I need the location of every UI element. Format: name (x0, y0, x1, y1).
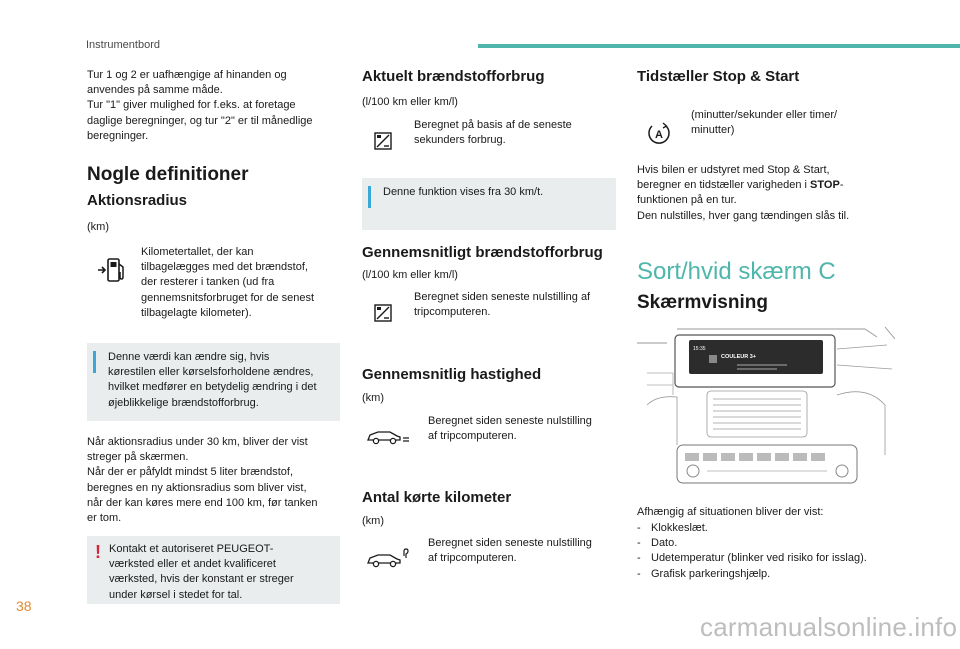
text-line: Kontakt et autoriseret PEUGEOT- (109, 543, 274, 555)
text-line: værksted, hvis der konstant er streger (109, 573, 294, 586)
text-line: Beregnet siden seneste nulstilling af (414, 291, 591, 303)
average-consumption-unit: (l/100 km eller km/l) (362, 269, 458, 281)
info-note (87, 343, 340, 421)
text-line (637, 178, 907, 193)
car-distance-icon (366, 546, 412, 570)
info-note (362, 178, 616, 230)
intro-paragraph (87, 68, 347, 144)
info-note-text (108, 350, 338, 411)
warning-exclamation-icon: ! (95, 542, 101, 562)
text-line: tilbagelægges med det brændstof, (141, 261, 308, 274)
current-consumption-heading: Aktuelt brændstofforbrug (362, 68, 545, 85)
display-clock: 15:35 (693, 346, 706, 352)
section-heading: Sort/hvid skærm C (637, 258, 836, 285)
text-line: Tur 1 og 2 er uafhængige af hinanden og (87, 69, 287, 81)
text-line: beregnes en ny aktionsradius som bliver vist, (87, 481, 307, 494)
text-line: under kørsel i stedet for tal. (109, 588, 243, 601)
text-line: når der kan køres mere end 100 km, før tanken (87, 496, 318, 509)
page-number: 38 (16, 598, 32, 614)
text-line: Den nulstilles, hver gang tændingen slås til. (637, 209, 850, 222)
svg-text:A: A (655, 129, 663, 141)
text-line: er tom. (87, 512, 122, 525)
text-line: sekunders forbrug. (414, 134, 506, 147)
text-line: funktionen på en tur. (637, 194, 737, 207)
list-item: - Klokkeslæt. (637, 521, 927, 536)
fuel-consumption-icon (372, 302, 394, 324)
text-line: beregninger. (87, 129, 149, 142)
text-line: Når der er påfyldt mindst 5 liter brændstof, (87, 466, 294, 479)
info-icon (368, 186, 371, 208)
fuel-consumption-icon (372, 130, 394, 152)
text-line: minutter) (691, 124, 735, 137)
list-item: - Grafisk parkeringshjælp. (637, 567, 927, 582)
display-heading: Skærmvisning (637, 292, 768, 313)
header-accent-bar (478, 44, 960, 48)
text-span: beregner en tidstæller varigheden i (637, 179, 811, 192)
current-consumption-unit: (l/100 km eller km/l) (362, 96, 458, 108)
average-speed-unit: (km) (362, 392, 384, 404)
text-line: (minutter/sekunder eller timer/ (691, 109, 838, 121)
situation-intro: Afhængig af situationen bliver der vist: (637, 506, 824, 518)
range-unit: (km) (87, 221, 109, 233)
warning-note-text (109, 542, 337, 603)
text-line: der resterer i tanken (ud fra (141, 276, 275, 289)
text-line: værksted eller et andet kvalificeret (109, 558, 276, 571)
average-consumption-heading: Gennemsnitligt brændstofforbrug (362, 244, 603, 261)
distance-description (428, 536, 618, 566)
warning-note (87, 536, 340, 604)
text-line: Når aktionsradius under 30 km, bliver der vist (87, 436, 308, 448)
car-speed-icon (366, 425, 412, 447)
stop-start-icon (646, 120, 672, 146)
text-line: Beregnet siden seneste nulstilling (428, 537, 592, 549)
text-line: Beregnet siden seneste nulstilling (428, 415, 592, 427)
current-consumption-description (414, 118, 614, 148)
definitions-heading: Nogle definitioner (87, 164, 249, 185)
list-item: - Udetemperatur (blinker ved risiko for isslag). (637, 551, 927, 566)
stop-start-paragraph (637, 163, 907, 224)
display-station: COULEUR 3+ (721, 354, 756, 360)
running-header: Instrumentbord (86, 39, 160, 51)
stop-start-heading: Tidstæller Stop & Start (637, 68, 800, 85)
range-heading: Aktionsradius (87, 192, 188, 209)
text-line: af tripcomputeren. (428, 552, 517, 565)
average-consumption-description (414, 290, 614, 320)
distance-heading: Antal kørte kilometer (362, 489, 512, 506)
range-description (141, 245, 341, 321)
text-line: Tur "1" giver mulighed for f.eks. at foretage (87, 99, 296, 112)
average-speed-heading: Gennemsnitlig hastighed (362, 366, 542, 383)
info-note-text: Denne funktion vises fra 30 km/t. (383, 186, 544, 198)
situation-list (637, 521, 927, 582)
text-line: øjeblikkelige brændstofforbrug. (108, 396, 259, 409)
text-line: gennemsnitsforbruget for de senest (141, 291, 315, 304)
text-line: Beregnet på basis af de seneste (414, 119, 572, 131)
average-speed-description (428, 414, 618, 444)
text-line: anvendes på samme måde. (87, 84, 223, 97)
stop-start-description (691, 108, 891, 138)
text-span: - (839, 179, 844, 192)
fuel-pump-icon (96, 255, 130, 285)
text-line: Hvis bilen er udstyret med Stop & Start, (637, 164, 830, 176)
text-line: tripcomputeren. (414, 306, 491, 319)
list-item: - Dato. (637, 536, 927, 551)
text-line: tilbagelagte kilometer). (141, 306, 252, 319)
range-paragraph (87, 435, 347, 526)
text-line: streger på skærmen. (87, 451, 189, 464)
text-line: daglige beregninger, og tur "2" er til månedlige (87, 114, 313, 127)
text-line: af tripcomputeren. (428, 430, 517, 443)
watermark: carmanualsonline.info (700, 612, 958, 642)
stop-keyword: STOP (810, 179, 840, 192)
info-icon (93, 351, 96, 373)
text-line: Denne værdi kan ændre sig, hvis (108, 351, 270, 363)
dashboard-display-illustration (637, 325, 895, 500)
text-line: hvilket medfører en betydelig ændring i det (108, 381, 317, 394)
text-line: kørestilen eller kørselsforholdene ændres, (108, 366, 314, 379)
distance-unit: (km) (362, 515, 384, 527)
text-line: Kilometertallet, der kan (141, 246, 254, 258)
